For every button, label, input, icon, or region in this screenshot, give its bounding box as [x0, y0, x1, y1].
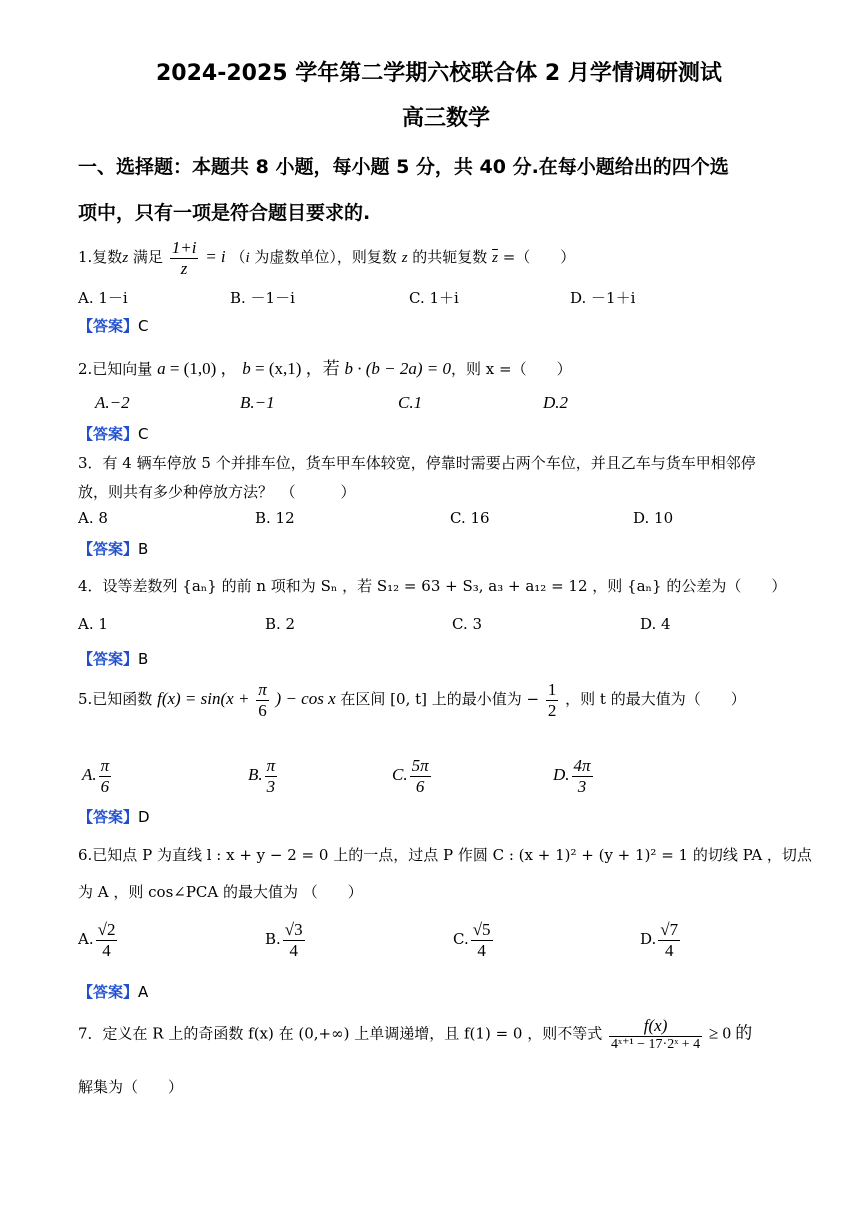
question-6-option-b: B. $\frac{√3}{4}$ — [265, 920, 303, 960]
question-3-option-a: A. 8 — [78, 509, 108, 527]
question-4-option-b: B. 2 — [265, 615, 296, 633]
question-4-answer: 【答案】B — [78, 650, 149, 668]
question-1-option-d: D. －1＋i — [570, 289, 636, 307]
question-3-option-c: C. 16 — [450, 509, 490, 527]
question-4-option-a: A. 1 — [78, 615, 108, 633]
question-6-stem-line1: 6.已知点 P 为直线 l : x + y − 2 = 0 上的一点，过点 P 作圆 C : (x + 1)² + (y + 1)² = 1 的切线 PA ，切点 — [78, 846, 812, 864]
question-3-option-d: D. 10 — [633, 509, 674, 527]
section-heading-line1: 一、选择题：本题共 8 小题，每小题 5 分，共 40 分.在每小题给出的四个选 — [78, 156, 729, 178]
question-3-answer: 【答案】B — [78, 540, 149, 558]
question-6-stem-line2: 为 A ，则 cos∠PCA 的最大值为 （ ） — [78, 883, 363, 901]
question-3-stem-line2: 放，则共有多少种停放方法？ （ ） — [78, 483, 356, 501]
exam-title: 2024-2025 学年第二学期六校联合体 2 月学情调研测试 — [156, 61, 722, 86]
question-1-option-c: C. 1＋i — [409, 289, 459, 307]
question-5-option-d: D. $\frac{4\pi}{3}$ — [553, 756, 591, 796]
question-2-option-b: B.−1 — [240, 393, 275, 412]
question-3-option-b: B. 12 — [255, 509, 295, 527]
question-5-stem: 5.已知函数 f(x) = sin(x + $\frac{\pi}{6}$ ) − cos x 在区间 [0, t] 上的最小值为 − $\frac{1}{2}$ ，则 t 的最大值为（ ） — [78, 680, 746, 720]
question-5-option-c: C. $\frac{5\pi}{6}$ — [392, 756, 429, 796]
question-2-stem: 2.已知向量 a = (1,0) ， b = (x,1) ，若 b · (b − 2a) = 0，则 x =（ ） — [78, 359, 572, 378]
question-2-option-a: A.−2 — [95, 393, 130, 412]
question-1-stem: 1.复数z 满足 $\frac{1+i}{z}$ = i （i 为虚数单位），则复数 z 的共轭复数 $\overline{z}$ =（ ） — [78, 238, 576, 278]
subject-title: 高三数学 — [402, 106, 491, 131]
question-6-option-c: C. $\frac{√5}{4}$ — [453, 920, 491, 960]
question-1-answer: 【答案】C — [78, 317, 149, 335]
question-5-option-a: A. $\frac{\pi}{6}$ — [82, 756, 110, 796]
question-4-option-c: C. 3 — [452, 615, 483, 633]
question-2-answer: 【答案】C — [78, 425, 149, 443]
question-2-option-d: D.2 — [543, 393, 569, 412]
question-6-option-a: A. $\frac{√2}{4}$ — [78, 920, 116, 960]
question-6-option-d: D. $\frac{√7}{4}$ — [640, 920, 679, 960]
question-1-option-a: A. 1－i — [78, 289, 128, 307]
question-4-stem: 4．设等差数列 {aₙ} 的前 n 项和为 Sₙ ，若 S₁₂ = 63 + S₃, a₃ + a₁₂ = 12 ，则 {aₙ} 的公差为（ ） — [78, 577, 787, 595]
question-5-answer: 【答案】D — [78, 808, 150, 826]
question-2-option-c: C.1 — [398, 393, 423, 412]
question-7-stem-line2: 解集为（ ） — [78, 1078, 184, 1096]
question-5-option-b: B. $\frac{\pi}{3}$ — [248, 756, 276, 796]
question-7-stem: 7．定义在 R 上的奇函数 f(x) 在 (0,+∞) 上单调递增，且 f(1) = 0 ，则不等式 $\frac{f(x)}{\text{4ˣ⁺¹ − 17·2ˣ + 4}}$ ≥ 0 的 — [78, 1016, 753, 1052]
question-4-option-d: D. 4 — [640, 615, 671, 633]
question-1-option-b: B. －1－i — [230, 289, 295, 307]
question-3-stem-line1: 3．有 4 辆车停放 5 个并排车位，货车甲车体较宽，停靠时需要占两个车位，并且乙车与货车甲相邻停 — [78, 454, 756, 472]
section-heading-line2: 项中，只有一项是符合题目要求的. — [78, 202, 371, 224]
question-6-answer: 【答案】A — [78, 983, 149, 1001]
